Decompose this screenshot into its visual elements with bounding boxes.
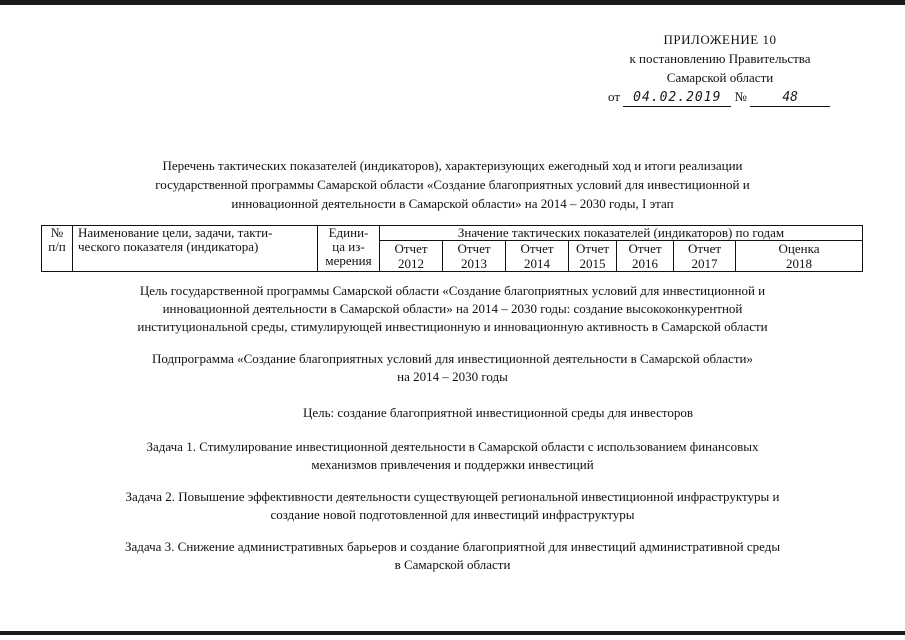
- handwritten-number: 48: [750, 90, 830, 107]
- header-indicator-name: Наименование цели, задачи, такти- ческого показателя (индикатора): [73, 226, 318, 272]
- header-year-2018: Оценка 2018: [736, 241, 863, 272]
- handwritten-date: 04.02.2019: [623, 90, 731, 107]
- document-title-line-3: инновационной деятельности в Самарской области» на 2014 – 2030 годы, I этап: [231, 196, 674, 211]
- header-values-group: Значение тактических показателей (индикаторов) по годам: [380, 226, 863, 241]
- header-year-2016: Отчет 2016: [617, 241, 674, 272]
- header-year-2017: Отчет 2017: [674, 241, 736, 272]
- program-goal: [40, 282, 865, 336]
- task-3-line-1: Задача 3. Снижение административных барьеров и создание благоприятной для инвестиций административной среды: [124, 539, 781, 554]
- indicators-table: [41, 225, 863, 272]
- task-2-line-1: Задача 2. Повышение эффективности деятельности существующей региональной инвестиционной инфраструктуры и: [125, 489, 780, 504]
- task-2-line-2: создание новой подготовленной для инвестиций инфраструктуры: [270, 507, 635, 522]
- document-title-line-1: Перечень тактических показателей (индикаторов), характеризующих ежегодный ход и итоги реализации: [162, 158, 743, 173]
- appendix-region-line: Самарской области: [666, 70, 774, 85]
- header-number: № п/п: [42, 226, 73, 272]
- appendix-title: ПРИЛОЖЕНИЕ 10: [663, 32, 777, 47]
- table-header-row: [42, 226, 863, 241]
- header-year-2013: Отчет 2013: [443, 241, 506, 272]
- header-year-2012: Отчет 2012: [380, 241, 443, 272]
- header-year-2014: Отчет 2014: [506, 241, 569, 272]
- subprogram-title-line-1: Подпрограмма «Создание благоприятных условий для инвестиционной деятельности в Самарской области»: [152, 351, 753, 366]
- scan-border-bottom: [0, 631, 905, 635]
- task-1: [40, 438, 865, 474]
- appendix-header: [560, 30, 880, 105]
- scan-border-top: [0, 0, 905, 5]
- task-3: [40, 538, 865, 574]
- task-2: [40, 488, 865, 524]
- program-goal-line-2: инновационной деятельности в Самарской области» на 2014 – 2030 годы: создание высококонкурентной: [162, 301, 743, 316]
- program-goal-line-1: Цель государственной программы Самарской области «Создание благоприятных условий для инвестиционной и: [139, 283, 766, 298]
- number-label: №: [734, 89, 747, 104]
- task-1-line-2: механизмов привлечения и поддержки инвестиций: [311, 457, 594, 472]
- task-3-line-2: в Самарской области: [394, 557, 511, 572]
- subprogram-title-line-2: на 2014 – 2030 годы: [397, 369, 508, 384]
- document-title-line-2: государственной программы Самарской области «Создание благоприятных условий для инвестиционной и: [155, 177, 750, 192]
- subprogram-goal: Цель: создание благоприятной инвестиционной среды для инвесторов: [302, 405, 694, 420]
- header-unit: Едини- ца из- мерения: [318, 226, 380, 272]
- date-prefix: от: [608, 89, 621, 104]
- task-1-line-1: Задача 1. Стимулирование инвестиционной деятельности в Самарской области с использованием финансовых: [146, 439, 759, 454]
- appendix-decree-line: к постановлению Правительства: [629, 51, 811, 66]
- header-year-2015: Отчет 2015: [569, 241, 617, 272]
- program-goal-line-3: институциональной среды, стимулирующей инвестиционную и инновационную активность в Самарской области: [137, 319, 768, 334]
- document-title: [60, 156, 845, 213]
- subprogram-title: [40, 350, 865, 386]
- appendix-date-line: [608, 87, 830, 107]
